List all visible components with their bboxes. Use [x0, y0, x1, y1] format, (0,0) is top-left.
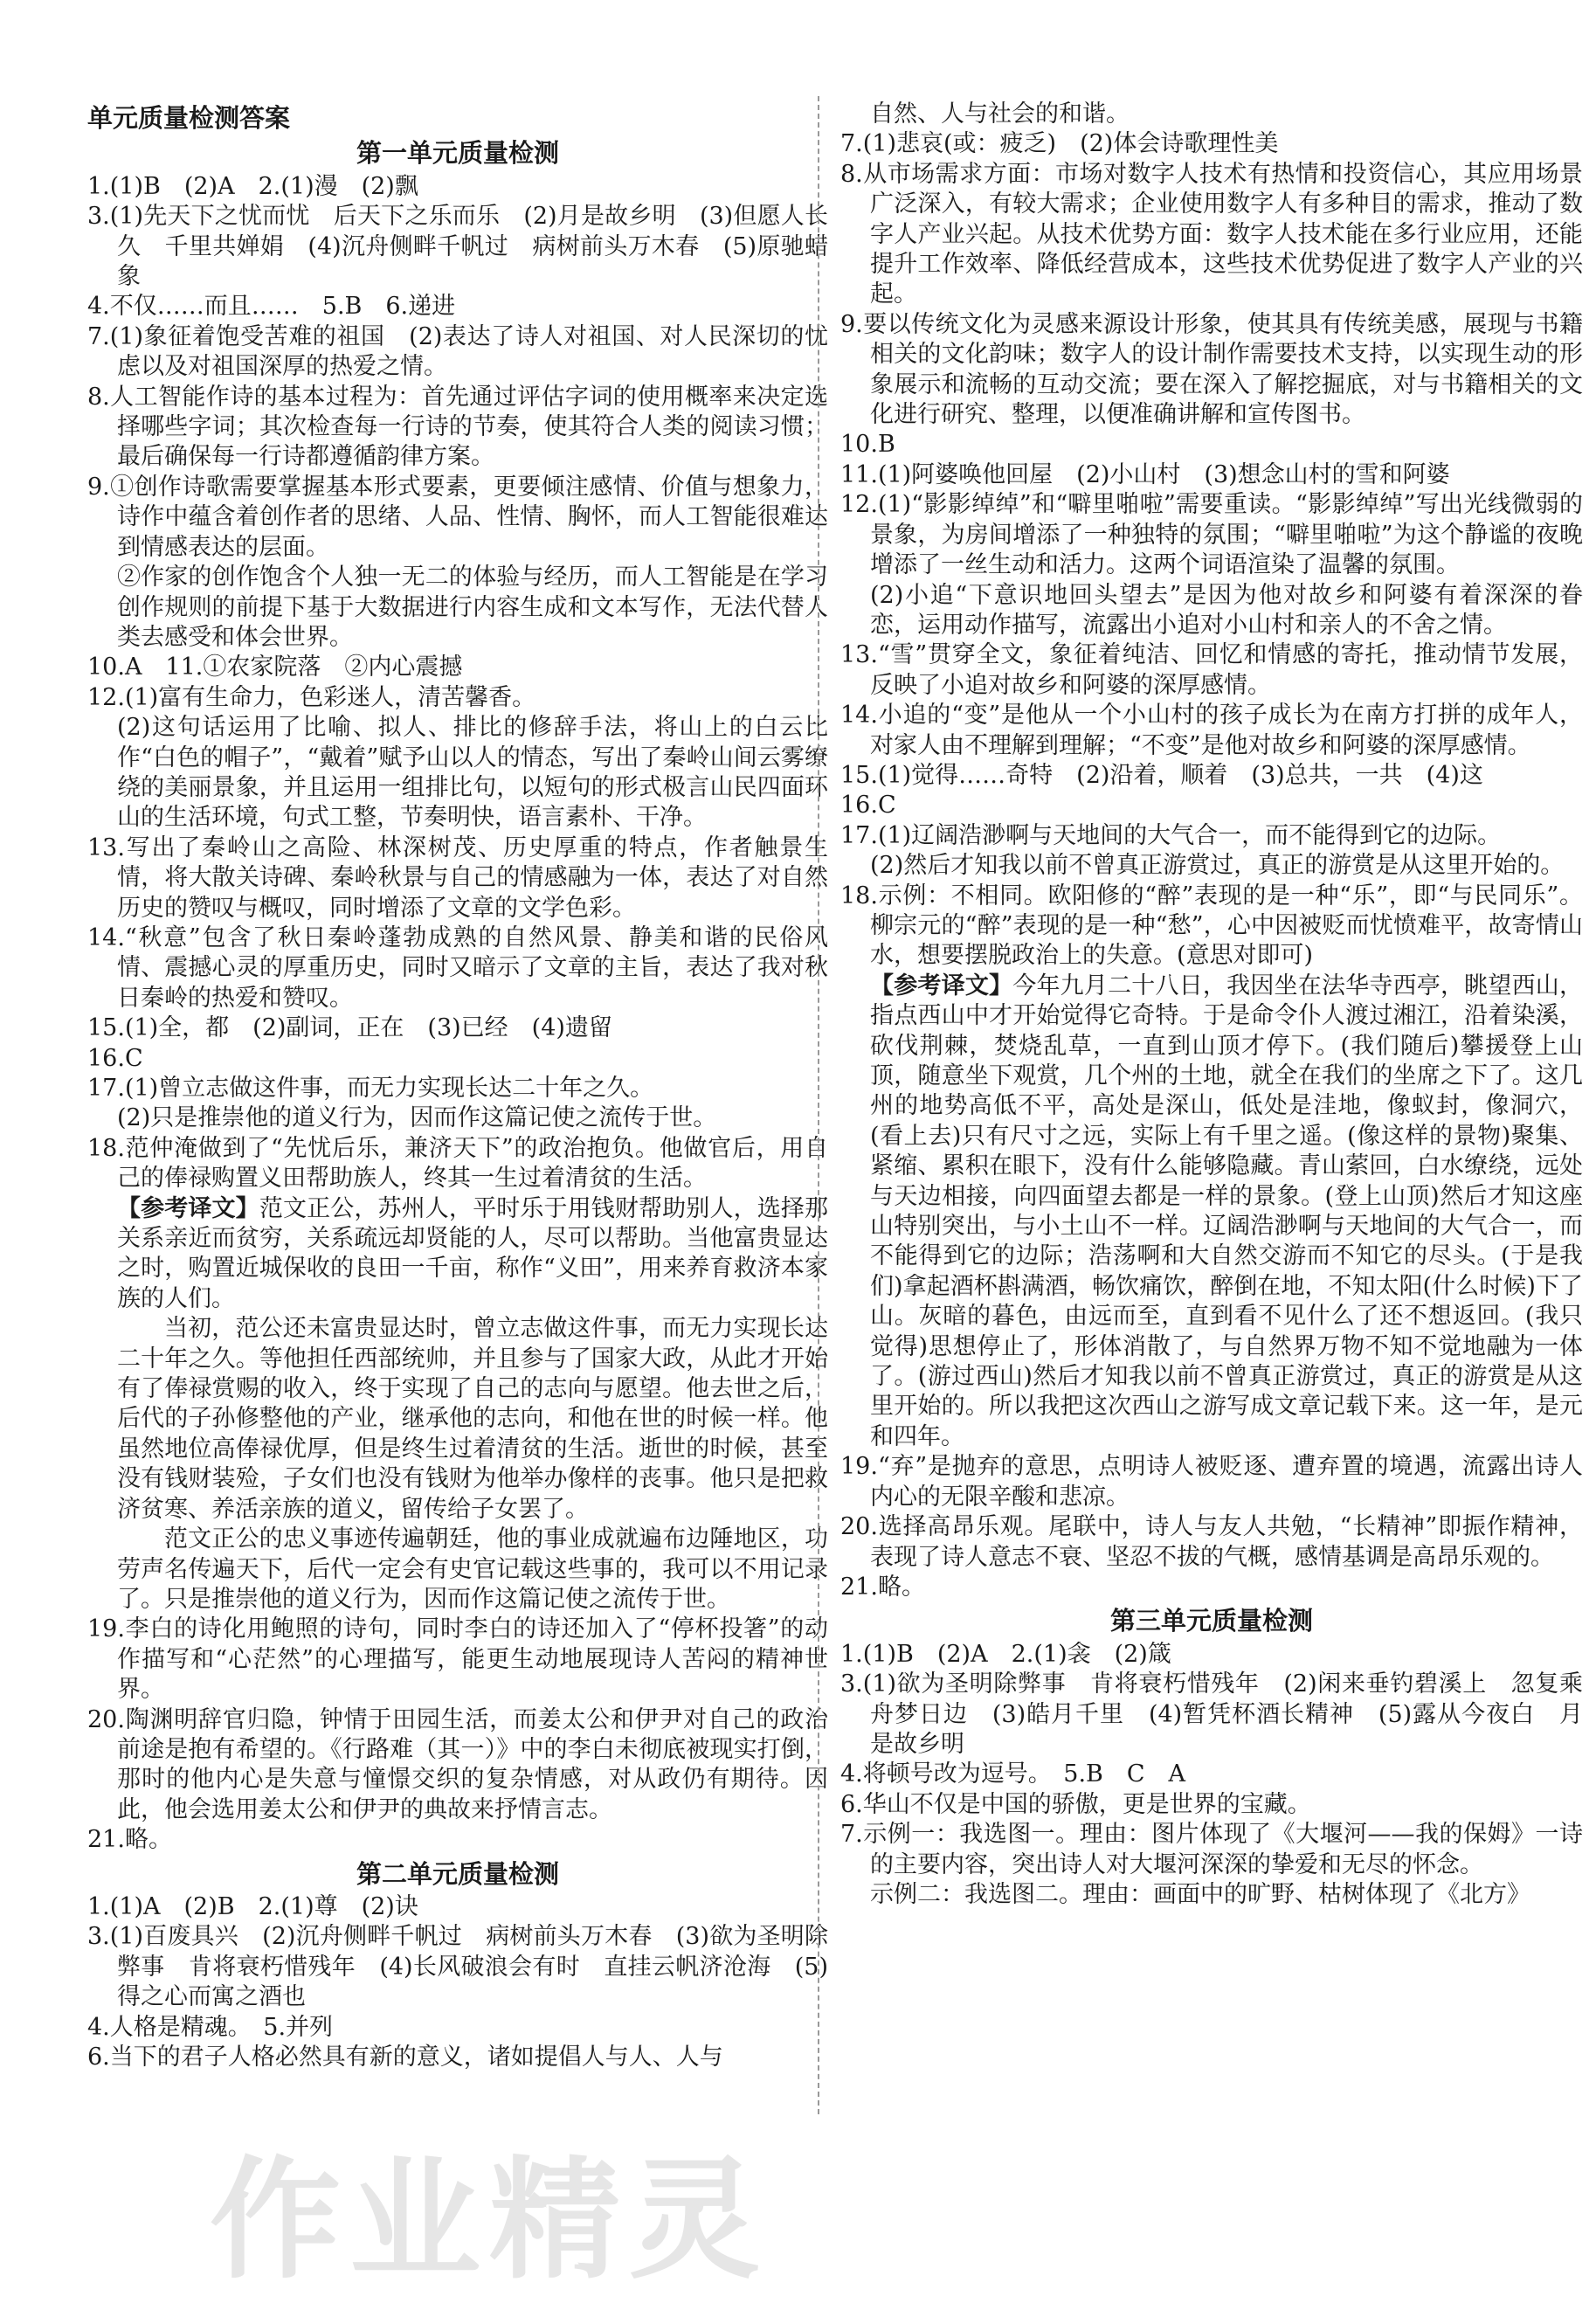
- answer-line: (2)然后才知我以前不曾真正游赏过，真正的游赏是从这里开始的。: [870, 852, 1565, 880]
- reference-translation-label: 【参考译文】: [870, 972, 1013, 999]
- answer-line: 14.“秋意”包含了秋日秦岭蓬勃成熟的自然风景、静美和谐的民俗风情、震撼心灵的厚重历史，同时又暗示了文章的主旨，表达了我对秋日秦岭的热爱和赞叹。: [87, 923, 828, 1012]
- answer-line: 7.(1)悲哀(或：疲乏) (2)体会诗歌理性美: [840, 130, 1279, 158]
- answer-line: 17.(1)曾立志做这件事，而无力实现长达二十年之久。: [87, 1075, 654, 1102]
- translation-paragraph: [840, 972, 1583, 1453]
- answer-line: 示例二：我选图二。理由：画面中的旷野、枯树体现了《北方》: [870, 1880, 1530, 1908]
- document-title: 单元质量检测答案: [87, 103, 291, 133]
- answer-line: 6.当下的君子人格必然具有新的意义，诸如提倡人与人、人与: [87, 2044, 723, 2071]
- answer-line: 8.人工智能作诗的基本过程为：首先通过评估字词的使用概率来决定选择哪些字词；其次检查每一行诗的节奏，使其符合人类的阅读习惯；最后确保每一行诗都遵循韵律方案。: [87, 383, 828, 471]
- answer-line: 13.“雪”贯穿全文，象征着纯洁、回忆和情感的寄托，推动情节发展，反映了小追对故乡和阿婆的深厚感情。: [840, 641, 1583, 699]
- answer-line: 9.①创作诗歌需要掌握基本形式要素，更要倾注感情、价值与想象力，诗作中蕴含着创作者的思绪、人品、性情、胸怀，而人工智能很难达到情感表达的层面。: [87, 473, 828, 561]
- answer-line: 1.(1)B (2)A 2.(1)衾 (2)箴: [840, 1640, 1171, 1668]
- answer-line: 19.李白的诗化用鲍照的诗句，同时李白的诗还加入了“停杯投箸”的动作描写和“心茫然”的心理描写，能更生动地展现诗人苦闷的精神世界。: [87, 1615, 828, 1704]
- answer-line: 14.小追的“变”是他从一个小山村的孩子成长为在南方打拼的成年人，对家人由不理解到理解；“不变”是他对故乡和阿婆的深厚感情。: [840, 702, 1583, 759]
- answer-line: 10.A 11.①农家院落 ②内心震撼: [87, 654, 463, 681]
- answer-line: 4.将顿号改为逗号。 5.B C A: [840, 1760, 1186, 1788]
- answer-line: 9.要以传统文化为灵感来源设计形象，使其具有传统美感，展现与书籍相关的文化韵味；数字人的设计制作需要技术支持，以实现生动的形象展示和流畅的互动交流；要在深入了解挖掘底，对与书籍相关的文化进行研究、整理，以便准确讲解和宣传图书。: [840, 310, 1583, 429]
- answer-line: ②作家的创作饱含个人独一无二的体验与经历，而人工智能是在学习创作规则的前提下基于大数据进行内容生成和文本写作，无法代替人类去感受和体会世界。: [117, 564, 828, 651]
- answer-line: 20.选择高昂乐观。尾联中，诗人与友人共勉，“长精神”即振作精神，表现了诗人意志不衰、坚忍不拔的气概，感情基调是高昂乐观的。: [840, 1513, 1583, 1571]
- answer-line: 18.示例：不相同。欧阳修的“醉”表现的是一种“乐”，即“与民同乐”。柳宗元的“醉”表现的是一种“愁”，心中因被贬而忧愤难平，故寄情山水，想要摆脱政治上的失意。(意思对即可): [840, 882, 1583, 970]
- right-column: [840, 100, 1583, 1910]
- answer-line: (2)这句话运用了比喻、拟人、排比的修辞手法，将山上的白云比作“白色的帽子”，“戴着”赋予山以人的情态，写出了秦岭山间云雾缭绕的美丽景象，并且运用一组排比句，以短句的形式极言山民四面环山的生活环境，句式工整，节奏明快，语言素朴、干净。: [117, 714, 828, 832]
- section-title-unit-2: 第二单元质量检测: [356, 1858, 559, 1889]
- translation-text: 范文正公，苏州人，平时乐于用钱财帮助别人，选择那关系亲近而贫穷，关系疏远却贤能的人，尽可以帮助。当他富贵显达之时，购置近城保收的良田一千亩，称作“义田”，用来养育救济本家族的人们。: [117, 1194, 828, 1312]
- answer-line: 11.(1)阿婆唤他回屋 (2)小山村 (3)想念山村的雪和阿婆: [840, 460, 1450, 488]
- answer-line: 6.华山不仅是中国的骄傲，更是世界的宝藏。: [840, 1790, 1311, 1818]
- answer-line: 17.(1)辽阔浩渺啊与天地间的大气合一，而不能得到它的边际。: [840, 821, 1502, 849]
- column-divider: [818, 96, 819, 2114]
- answer-line: 13.写出了秦岭山之高险、林深树茂、历史厚重的特点，作者触景生情，将大散关诗碑、秦岭秋景与自己的情感融为一体，表达了对自然历史的赞叹与概叹，同时增添了文章的文学色彩。: [87, 833, 828, 922]
- watermark-text: 作业精灵: [210, 2145, 770, 2297]
- answer-line: 18.范仲淹做到了“先忧后乐，兼济天下”的政治抱负。他做官后，用自己的俸禄购置义田帮助族人，终其一生过着清贫的生活。: [87, 1134, 828, 1193]
- answer-line: 10.B: [840, 431, 895, 459]
- answer-line: 自然、人与社会的和谐。: [870, 100, 1130, 128]
- answer-line: 21.略。: [87, 1826, 172, 1854]
- reference-translation-label: 【参考译文】: [117, 1194, 259, 1222]
- translation-paragraph: 当初，范公还未富贵显达时，曾立志做这件事，而无力实现长达二十年之久。等他担任西部统帅，并且参与了国家大政，从此才开始有了俸禄赏赐的收入，终于实现了自己的志向与愿望。他去世之后，后代的子孙修整他的产业，继承他的志向，和他在世的时候一样。他虽然地位高俸禄优厚，但是终生过着清贫的生活。逝世的时候，甚至没有钱财装殓，子女们也没有钱财为他举办像样的丧事。他只是把救济贫寒、养活亲族的道义，留传给子女罢了。: [117, 1315, 828, 1523]
- answer-line: 7.(1)象征着饱受苦难的祖国 (2)表达了诗人对祖国、对人民深切的忧虑以及对祖国深厚的热爱之情。: [87, 322, 828, 381]
- answer-line: 12.(1)“影影绰绰”和“噼里啪啦”需要重读。“影影绰绰”写出光线微弱的景象，为房间增添了一种独特的氛围；“噼里啪啦”为这个静谧的夜晚增添了一丝生动和活力。这两个词语渲染了温馨的氛围。: [840, 491, 1583, 579]
- answer-line: 15.(1)全，都 (2)副词，正在 (3)已经 (4)遗留: [87, 1014, 612, 1042]
- answer-line: 4.人格是精魂。 5.并列: [87, 2013, 334, 2041]
- translation-paragraph: 范文正公的忠义事迹传遍朝廷，他的事业成就遍布边陲地区，功劳声名传遍天下，后代一定会有史官记载这些事的，我可以不用记录了。只是推崇他的道义行为，因而作这篇记使之流传于世。: [117, 1525, 828, 1613]
- answer-line: 1.(1)A (2)B 2.(1)尊 (2)诀: [87, 1892, 418, 1920]
- answer-line: 21.略。: [840, 1573, 925, 1601]
- answer-line: 3.(1)欲为圣明除弊事 肯将衰朽惜残年 (2)闲来垂钓碧溪上 忽复乘舟梦日边 (3)皓月千里 (4)暂凭杯酒长精神 (5)露从今夜白 月是故乡明: [840, 1670, 1583, 1758]
- answer-line: (2)小追“下意识地回头望去”是因为他对故乡和阿婆有着深深的眷恋，运用动作描写，流露出小追对小山村和亲人的不舍之情。: [870, 581, 1583, 639]
- translation-text: 今年九月二十八日，我因坐在法华寺西亭，眺望西山，指点西山中才开始觉得它奇特。于是命令仆人渡过湘江，沿着染溪，砍伐荆棘，焚烧乱草，一直到山顶才停下。(我们随后)攀援登上山顶，随意坐下观赏，几个州的土地，就全在我们的坐席之下了。这几州的地势高低不平，高处是深山，低处是洼地，像蚁封，像洞穴，(看上去)只有尺寸之远，实际上有千里之遥。(像这样的景物)聚集、紧缩、累积在眼下，没有什么能够隐藏。青山萦回，白水缭绕，远处与天边相接，向四面望去都是一样的景象。(登上山顶)然后才知这座山特别突出，与小土山不一样。辽阔浩渺啊与天地间的大气合一，而不能得到它的边际；浩荡啊和大自然交游而不知它的尽头。(于是我们)拿起酒杯斟满酒，畅饮痛饮，醉倒在地，不知太阳(什么时候)下了山。灰暗的暮色，由远而至，直到看不见什么了还不想返回。(我只觉得)思想停止了，形体消散了，与自然界万物不知不觉地融为一体了。(游过西山)然后才知我以前不曾真正游赏过，真正的游赏是从这里开始的。所以我把这次西山之游写成文章记载下来。这一年，是元和四年。: [870, 972, 1584, 1450]
- translation-paragraph: [87, 1194, 828, 1315]
- section-title-unit-1: 第一单元质量检测: [356, 138, 559, 169]
- answer-line: 7.示例一：我选图一。理由：图片体现了《大堰河——我的保姆》一诗的主要内容，突出诗人对大堰河深深的挚爱和无尽的怀念。: [840, 1821, 1583, 1878]
- answer-line: 1.(1)B (2)A 2.(1)漫 (2)飘: [87, 172, 418, 200]
- answer-line: 3.(1)百废具兴 (2)沉舟侧畔千帆过 病树前头万木春 (3)欲为圣明除弊事 肯将衰朽惜残年 (4)长风破浪会有时 直挂云帆济沧海 (5)得之心而寓之酒也: [87, 1923, 828, 2011]
- answer-line: 19.“弃”是抛弃的意思，点明诗人被贬逐、遭弃置的境遇，流露出诗人内心的无限辛酸和悲凉。: [840, 1453, 1583, 1511]
- answer-line: 3.(1)先天下之忧而忧 后天下之乐而乐 (2)月是故乡明 (3)但愿人长久 千里共婵娟 (4)沉舟侧畔千帆过 病树前头万木春 (5)原驰蜡象: [87, 203, 828, 291]
- answer-line: 16.C: [840, 792, 896, 820]
- answer-line: 12.(1)富有生命力，色彩迷人，清苦馨香。: [87, 683, 536, 711]
- answer-line: 20.陶渊明辞官归隐，钟情于田园生活，而姜太公和伊尹对自己的政治前途是抱有希望的。《行路难（其一）》中的李白未彻底被现实打倒，那时的他内心是失意与憧憬交织的复杂情感，对从政仍有期待。因此，他会选用姜太公和伊尹的典故来抒情言志。: [87, 1705, 828, 1823]
- answer-line: (2)只是推崇他的道义行为，因而作这篇记使之流传于世。: [117, 1104, 717, 1132]
- answer-line: 16.C: [87, 1044, 143, 1072]
- answer-line: 8.从市场需求方面：市场对数字人技术有热情和投资信心，其应用场景广泛深入，有较大需求；企业使用数字人有多种目的需求，推动了数字人产业兴起。从技术优势方面：数字人技术能在多行业应用，还能提升工作效率、降低经营成本，这些技术优势促进了数字人产业的兴起。: [840, 160, 1583, 308]
- section-title-unit-3: 第三单元质量检测: [1109, 1606, 1313, 1636]
- answer-line: 15.(1)觉得……奇特 (2)沿着，顺着 (3)总共，一共 (4)这: [840, 761, 1483, 789]
- answer-line: 4.不仅……而且…… 5.B 6.递进: [87, 293, 456, 321]
- left-column: [87, 103, 828, 2072]
